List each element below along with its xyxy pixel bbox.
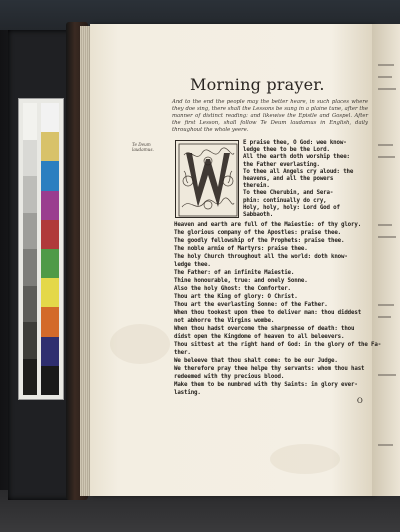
text-line: All the earth doth worship thee: [243, 154, 350, 161]
color-patch [41, 337, 59, 366]
text-line: the Father everlasting. [243, 161, 320, 168]
gray-patch [23, 249, 37, 286]
text-line: Sabbaoth. [243, 212, 274, 218]
gray-patch [23, 213, 37, 250]
text-line: Make them to be numbred with thy Saints: in glory ever- [174, 382, 358, 388]
text-line: The goodly fellowship of the Prophets: praise thee. [174, 238, 345, 244]
text-line: To thee all Angels cry aloud: the [243, 168, 354, 175]
gray-patch [23, 103, 37, 140]
text-line: We therefore pray thee helpe thy servants: whom thou hast [174, 366, 365, 372]
gray-patch [23, 322, 37, 359]
floral-initial-icon [176, 141, 240, 219]
text-line: lasting. [174, 390, 201, 396]
color-patch-column [41, 103, 59, 395]
gray-patch [23, 359, 37, 396]
margin-note: Te Deum laudamus. [132, 142, 154, 152]
text-line: The Father: of an infinite Maiestie. [174, 270, 295, 276]
text-line: Heaven and earth are full of the Maiestie: of thy glory. [174, 222, 362, 228]
color-patch [41, 103, 59, 132]
color-patch [41, 249, 59, 278]
text-line: Thou sittest at the right hand of God: in the glory of the Fa- [174, 342, 382, 348]
text-line: When thou hadst overcome the sharpnesse of death: thou [174, 326, 355, 332]
text-line: didst open the Kingdome of heaven to all beleevers. [174, 334, 345, 340]
text-line: E praise thee, O God: wee know- [243, 140, 347, 146]
text-line: The glorious company of the Apostles: praise thee. [174, 230, 342, 236]
gray-patch [23, 140, 37, 177]
decorated-initial-w [175, 140, 239, 218]
text-line: We beleeve that thou shalt come: to be our Judge. [174, 358, 338, 364]
text-line: When thou tookest upon thee to deliver man: thou diddest [174, 310, 362, 316]
color-patch [41, 307, 59, 336]
text-line: heavens, and all the powers [243, 176, 334, 182]
color-patch [41, 132, 59, 161]
text-line: Thou art the King of glory: O Christ. [174, 294, 298, 300]
text-line: To thee Cherubin, and Sera- [243, 190, 334, 197]
text-line: ledge thee to be the Lord. [243, 147, 330, 154]
color-patch [41, 278, 59, 307]
text-line: Holy, holy, holy: Lord God of [243, 204, 340, 211]
gray-patch [23, 176, 37, 213]
color-patch [41, 191, 59, 220]
gray-patch [23, 286, 37, 323]
text-line: not abhorre the Virgins wombe. [174, 318, 275, 324]
facing-page-edge [372, 24, 400, 496]
text-line: Thine honourable, true: and onely Sonne. [174, 278, 308, 284]
text-line: The noble armie of Martyrs: praise thee. [174, 246, 308, 252]
color-patch [41, 366, 59, 395]
paper-stain [270, 444, 340, 474]
text-line: ther. [174, 350, 191, 356]
color-calibration-scale [18, 98, 64, 400]
text-line: The holy Church throughout all the world: doth know- [174, 254, 348, 260]
catchword: O [357, 397, 363, 405]
text-line: therein. [243, 183, 270, 190]
text-line: ledge thee. [174, 262, 211, 268]
rubric-paragraph: And to the end the people may the better heare, in such places where they doe sing, there shall the Lessons be sung in a plaine tune, after the manner of distinct reading: and likewise the Epistle and Gospel. After the first Lesson, shall follow Te Deum laudamus in English, daily throughout the whole yeere. [172, 99, 368, 133]
paper-stain [110, 324, 170, 364]
color-patch [41, 161, 59, 190]
text-line: Also the holy Ghost: the Comforter. [174, 286, 291, 292]
gray-scale-column [23, 103, 37, 395]
text-line: Thou art the everlasting Sonne: of the Father. [174, 302, 328, 308]
color-patch [41, 220, 59, 249]
page-title: Morning prayer. [190, 75, 325, 94]
text-line: redeemed with thy precious blood. [174, 374, 285, 380]
text-line: phin: continually do cry, [243, 197, 327, 204]
